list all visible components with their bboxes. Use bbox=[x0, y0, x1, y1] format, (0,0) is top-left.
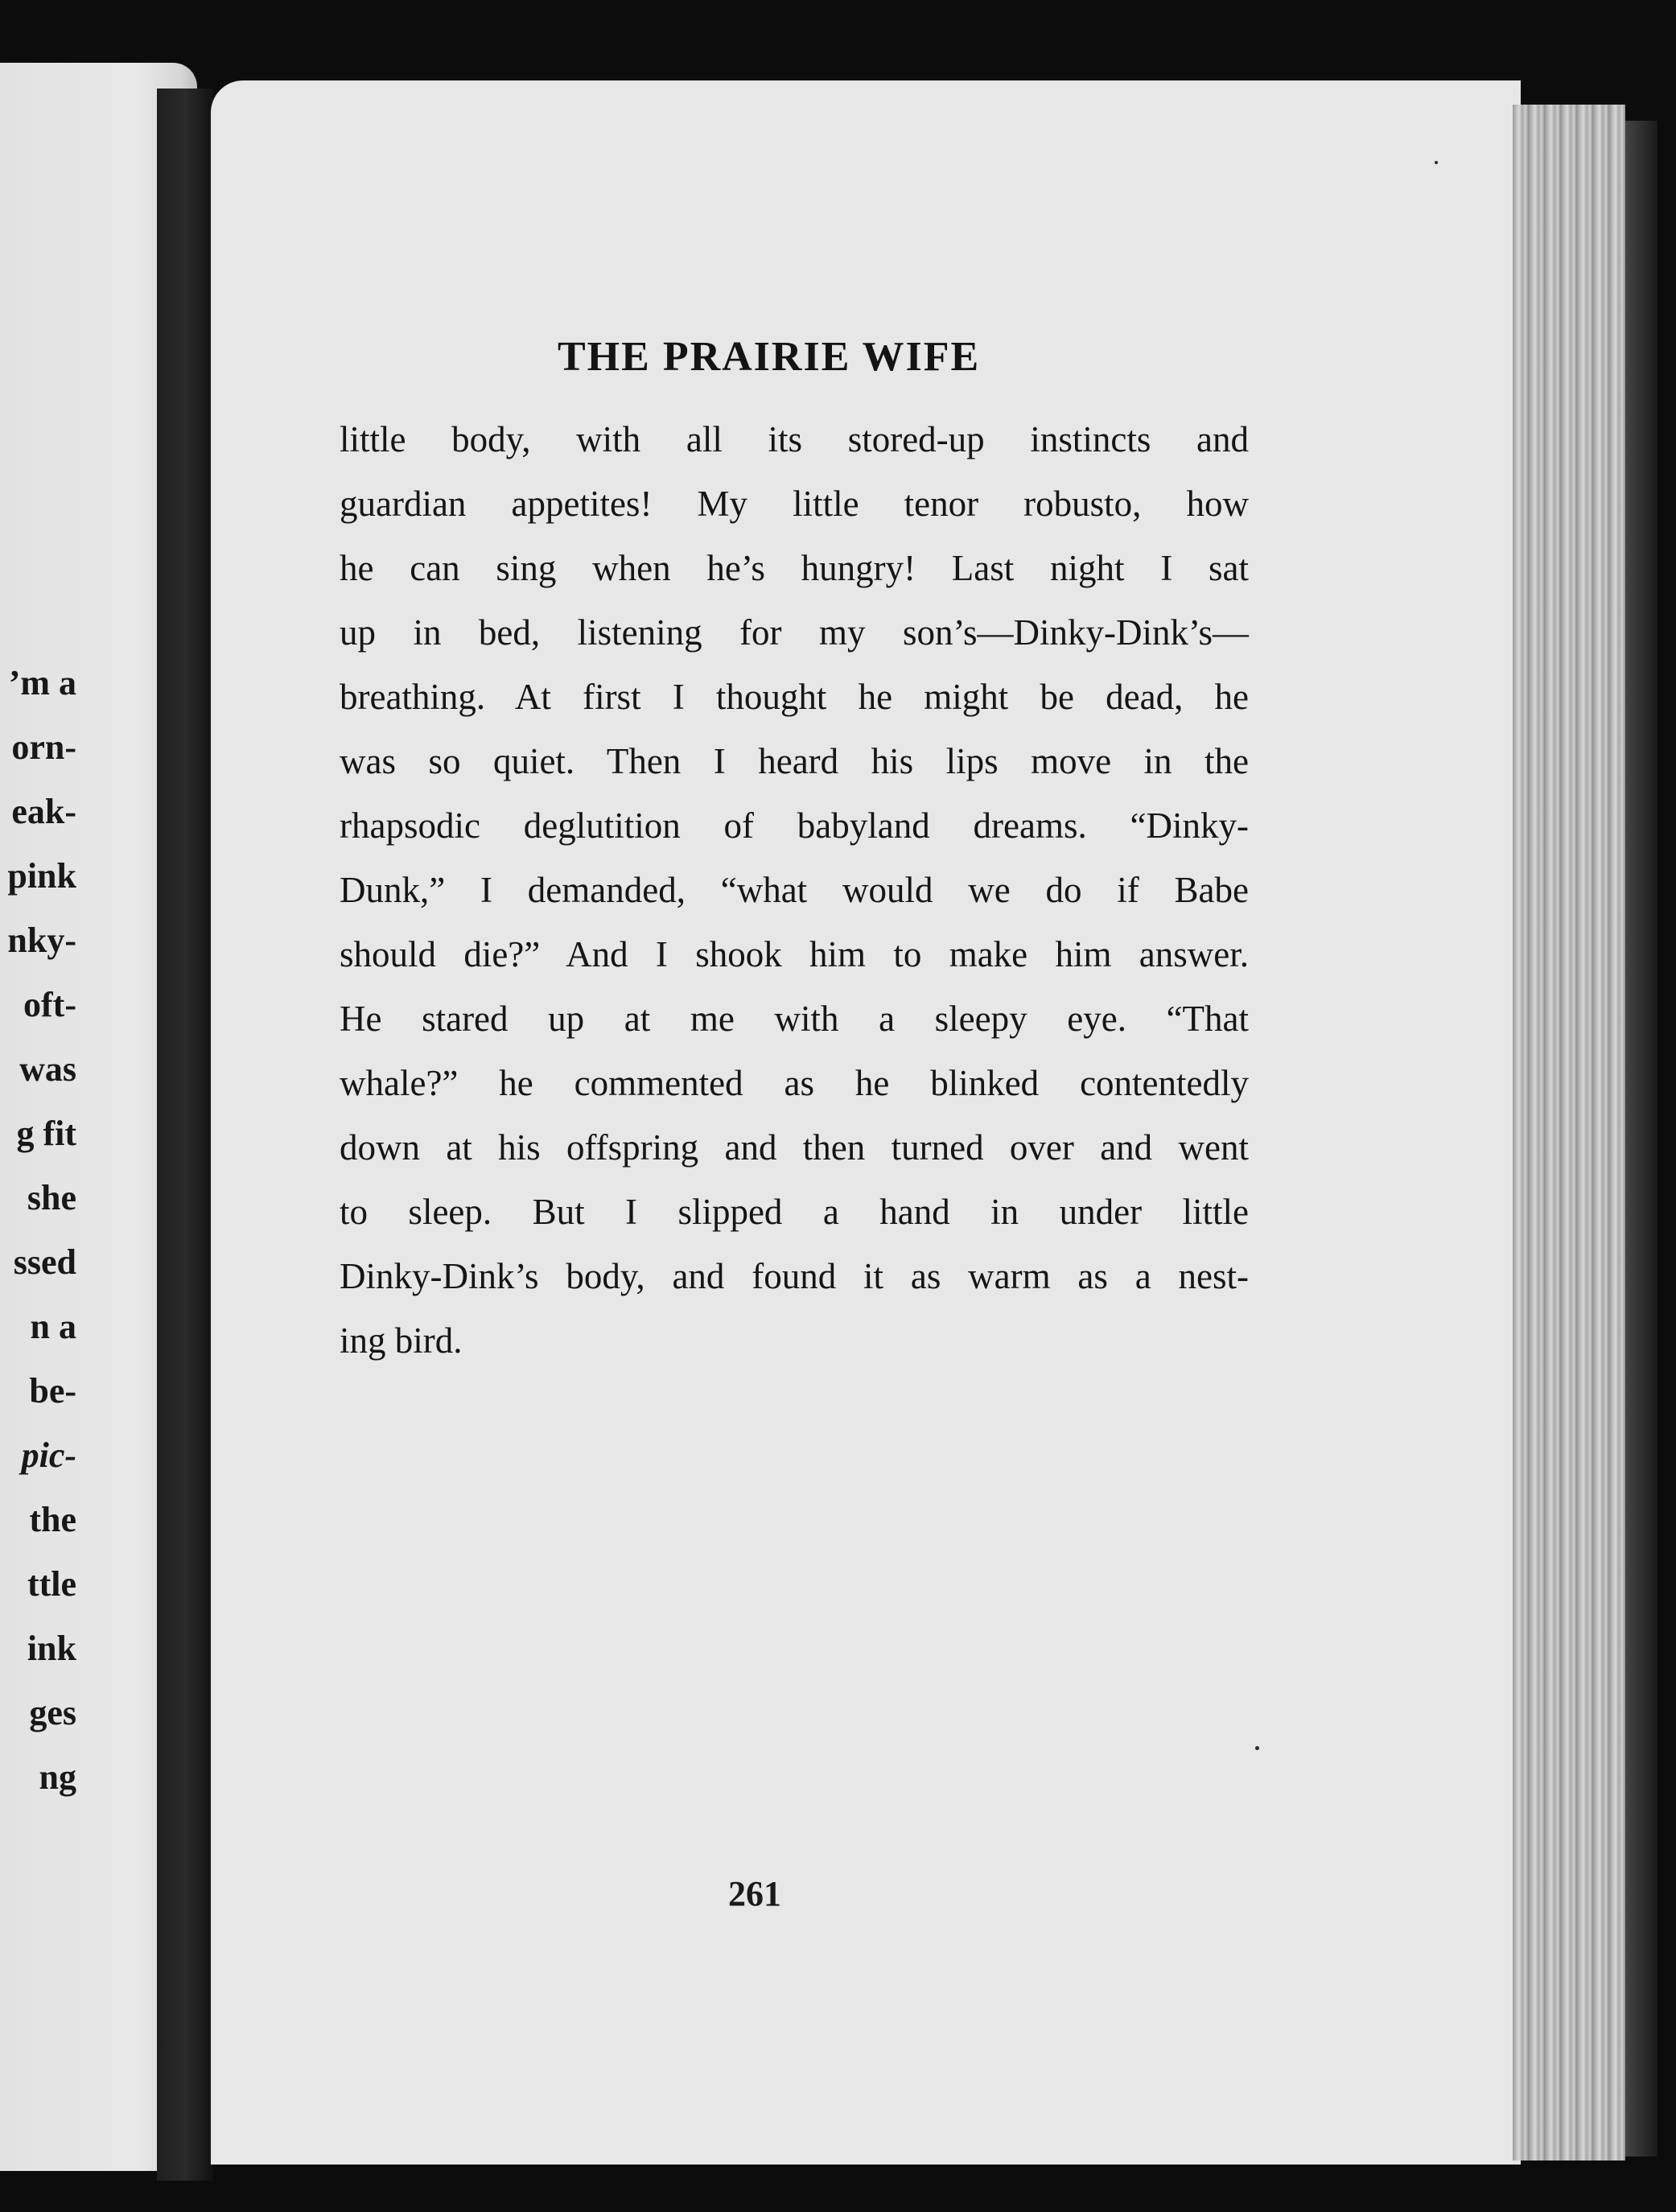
running-head: THE PRAIRIE WIFE bbox=[558, 334, 981, 380]
text-line: was so quiet. Then I heard his lips move in the bbox=[340, 741, 1249, 781]
left-page-fragment: pink bbox=[7, 856, 76, 896]
text-line: should die?” And I shook him to make him answer. bbox=[340, 934, 1249, 974]
left-page-fragment: was bbox=[19, 1049, 76, 1089]
text-line: up in bed, listening for my son’s—Dinky-Dink’s— bbox=[340, 612, 1249, 653]
left-page-fragment: ’m a bbox=[8, 663, 76, 702]
text-line: whale?” he commented as he blinked contentedly bbox=[340, 1063, 1249, 1103]
text-line: to sleep. But I slipped a hand in under little bbox=[340, 1192, 1249, 1232]
text-line: ing bird. bbox=[340, 1320, 463, 1361]
text-line: rhapsodic deglutition of babyland dreams. “Dinky- bbox=[340, 805, 1249, 846]
text-line: He stared up at me with a sleepy eye. “That bbox=[340, 999, 1249, 1039]
left-page-fragment: ssed bbox=[13, 1242, 76, 1282]
text-line: Dinky-Dink’s body, and found it as warm as a nest- bbox=[340, 1256, 1249, 1296]
paper-speck bbox=[1255, 1746, 1259, 1750]
left-page-fragment: she bbox=[27, 1178, 76, 1217]
left-page-fragment: pic- bbox=[21, 1436, 76, 1475]
page-edges bbox=[1513, 105, 1625, 2161]
text-line: guardian appetites! My little tenor robusto, how bbox=[340, 484, 1249, 524]
text-line: he can sing when he’s hungry! Last night I sat bbox=[340, 548, 1249, 588]
left-page-fragment: ink bbox=[27, 1629, 76, 1668]
left-page-fragment: orn- bbox=[11, 727, 76, 767]
left-page-fragment: nky- bbox=[7, 921, 76, 960]
book-page bbox=[211, 80, 1521, 2165]
left-page-fragment: ttle bbox=[27, 1564, 76, 1604]
left-page-fragment: n a bbox=[30, 1307, 76, 1346]
left-page-fragment: be- bbox=[29, 1371, 76, 1411]
paper-speck bbox=[1435, 161, 1438, 164]
left-page-fragment: ng bbox=[39, 1757, 76, 1797]
page-number: 261 bbox=[728, 1874, 781, 1913]
text-line: breathing. At first I thought he might be dead, he bbox=[340, 677, 1249, 717]
left-page-fragment: the bbox=[29, 1500, 76, 1539]
left-page-fragment: eak- bbox=[11, 792, 76, 831]
left-page-fragment: oft- bbox=[23, 985, 76, 1024]
text-line: Dunk,” I demanded, “what would we do if Babe bbox=[340, 870, 1249, 910]
page-edges-shadow bbox=[1625, 121, 1657, 2156]
book-gutter bbox=[157, 89, 213, 2181]
left-page-fragment: ges bbox=[29, 1693, 76, 1732]
text-line: down at his offspring and then turned over and went bbox=[340, 1127, 1249, 1168]
text-line: little body, with all its stored-up instincts and bbox=[340, 419, 1249, 459]
left-page-fragment: g fit bbox=[16, 1114, 76, 1153]
